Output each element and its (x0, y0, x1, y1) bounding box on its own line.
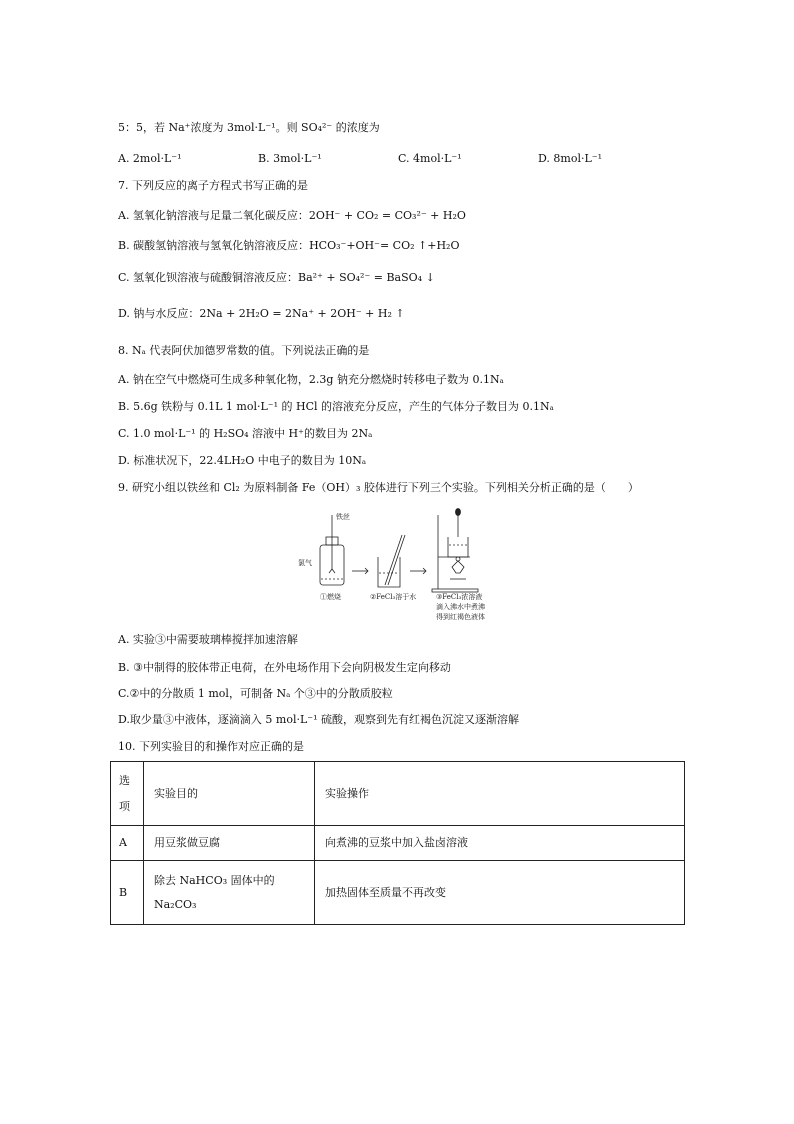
q10-table (110, 761, 685, 925)
step3-label-3: 得到红褐色液体 (436, 613, 485, 621)
q9-experiment-figure (288, 507, 518, 625)
q9-stem: 9. 研究小组以铁丝和 Cl₂ 为原料制备 Fe（OH）₃ 胶体进行下列三个实验。下列相关分析正确的是（ ） (118, 481, 639, 494)
q6-option-b: B. 3mol·L⁻¹ (258, 152, 322, 165)
row-b-purpose: 除去 NaHCO₃ 固体中的 Na₂CO₃ (144, 861, 315, 925)
step2-label: ②FeCl₃溶于水 (370, 593, 417, 601)
q7-stem: 7. 下列反应的离子方程式书写正确的是 (118, 179, 308, 192)
header-purpose: 实验目的 (144, 762, 315, 826)
beaker (378, 535, 405, 587)
q9-option-d: D.取少量③中液体，逐滴滴入 5 mol·L⁻¹ 硫酸，观察到先有红褐色沉淀又逐渐溶解 (118, 713, 519, 726)
arrow-1 (352, 568, 368, 574)
q6-tail: 5：5，若 Na⁺浓度为 3mol·L⁻¹。则 SO₄²⁻ 的浓度为 (118, 121, 380, 134)
q7-option-b: B. 碳酸氢钠溶液与氢氧化钠溶液反应：HCO₃⁻+OH⁻= CO₂ ↑+H₂O (118, 239, 460, 252)
row-a-purpose: 用豆浆做豆腐 (144, 826, 315, 861)
row-a-operation: 向煮沸的豆浆中加入盐卤溶液 (315, 826, 685, 861)
experiment-diagram (288, 507, 518, 625)
q6-option-d: D. 8mol·L⁻¹ (538, 152, 603, 165)
q6-option-a: A. 2mol·L⁻¹ (118, 152, 182, 165)
q7-option-c: C. 氢氧化钡溶液与硫酸铜溶液反应：Ba²⁺ + SO₄²⁻ = BaSO₄ ↓ (118, 271, 435, 284)
q8-option-c: C. 1.0 mol·L⁻¹ 的 H₂SO₄ 溶液中 H⁺的数目为 2Nₐ (118, 427, 373, 440)
table-row (111, 826, 685, 861)
iron-stand (432, 509, 478, 593)
header-operation: 实验操作 (315, 762, 685, 826)
q8-option-a: A. 钠在空气中燃烧可生成多种氧化物，2.3g 钠充分燃烧时转移电子数为 0.1Nₐ (118, 373, 504, 386)
q7-option-a: A. 氢氧化钠溶液与足量二氧化碳反应：2OH⁻ + CO₂ = CO₃²⁻ + H₂O (118, 209, 466, 222)
q10-stem: 10. 下列实验目的和操作对应正确的是 (118, 740, 304, 753)
step3-label-1: ③FeCl₃浓溶液 (436, 593, 483, 601)
row-b-option: B (111, 861, 144, 925)
label-lvqi: 氯气 (298, 559, 312, 567)
q6-option-c: C. 4mol·L⁻¹ (398, 152, 462, 165)
gas-bottle (320, 515, 344, 585)
q8-option-d: D. 标准状况下，22.4LH₂O 中电子的数目为 10Nₐ (118, 454, 367, 467)
row-b-operation: 加热固体至质量不再改变 (315, 861, 685, 925)
q7-option-d: D. 钠与水反应：2Na + 2H₂O = 2Na⁺ + 2OH⁻ + H₂ ↑ (118, 307, 405, 320)
row-a-option: A (111, 826, 144, 861)
step3-label-2: 滴入沸水中煮沸 (436, 603, 485, 611)
q9-option-b: B. ③中制得的胶体带正电荷，在外电场作用下会向阴极发生定向移动 (118, 661, 451, 674)
step1-label: ①燃烧 (320, 593, 341, 601)
q9-option-c: C.②中的分散质 1 mol，可制备 Nₐ 个③中的分散质胶粒 (118, 687, 393, 700)
q9-option-a: A. 实验③中需要玻璃棒搅拌加速溶解 (118, 633, 298, 646)
label-tiesi: 铁丝 (336, 513, 350, 521)
header-option: 选项 (111, 762, 144, 826)
q8-stem: 8. Nₐ 代表阿伏加德罗常数的值。下列说法正确的是 (118, 344, 370, 357)
q8-option-b: B. 5.6g 铁粉与 0.1L 1 mol·L⁻¹ 的 HCl 的溶液充分反应，产生的气体分子数目为 0.1Nₐ (118, 400, 554, 413)
arrow-2 (410, 568, 426, 574)
table-row (111, 861, 685, 925)
table-header-row (111, 762, 685, 826)
